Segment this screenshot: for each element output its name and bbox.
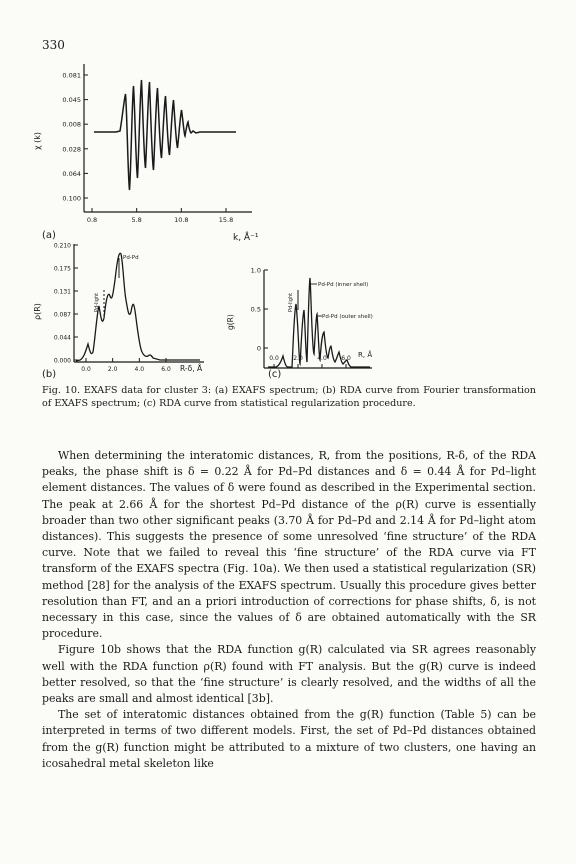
figure-10 — [0, 0, 576, 384]
panel-a-y-tick-label: 0.100 — [62, 194, 81, 203]
panel-b-x-tick-label: 0.0 — [81, 366, 91, 373]
paragraph-3: The set of interatomic distances obtained from the g(R) function (Table 5) can be interpreted in terms of two different models. First, the set of Pd–Pd distances obtained from the g(R) function might be attributed to a mixture of two clusters, one having an icosahedral metal skeleton like — [42, 708, 536, 770]
panel-b-y-tick-label: 0.175 — [53, 265, 71, 273]
panel-a-exafs-curve — [94, 80, 236, 190]
panel-a-y-tick-label: 0.081 — [62, 71, 81, 80]
panel-b-y-tick-label: 0.000 — [53, 357, 71, 365]
panel-b-x-tick-label: 2.0 — [107, 366, 118, 373]
panel-a-y-axis-label: χ (k) — [33, 131, 42, 150]
panel-b-x-tick-label: 4.0 — [134, 366, 145, 373]
panel-b-annotation-pd-light: Pd-light — [94, 292, 100, 312]
panel-c-label: (c) — [268, 369, 282, 380]
panel-c-y-axis-label: g(R) — [226, 314, 235, 330]
paragraph-2: Figure 10b shows that the RDA function g(R) calculated via SR agrees reasonably well with the RDA function ρ(R) found with FT analysis. But the g(R) curve is indeed better resolved, so that the ‘fine structure’ is clearly resolved, and the widths of all the peaks are small and almost identical [3b]. — [42, 643, 536, 706]
panel-b-y-tick-label: 0.131 — [53, 288, 71, 296]
panel-c-annotation-outer: Pd-Pd (outer shell) — [322, 314, 373, 320]
figure-caption: Fig. 10. EXAFS data for cluster 3: (a) EXAFS spectrum; (b) RDA curve from Fourier transformation of EXAFS spectrum; (c) RDA curve from statistical regularization procedure. — [42, 385, 536, 410]
panel-c-y-tick-label: 0.5 — [250, 305, 261, 314]
panel-b-x-tick-label: 6.0 — [161, 366, 171, 373]
panel-a-y-tick-label: 0.028 — [62, 145, 81, 154]
panel-c-x-tick-label: 6.0 — [341, 355, 351, 362]
panel-b-y-tick-label: 0.087 — [53, 311, 71, 319]
panel-a-x-tick-label: 15.8 — [218, 216, 234, 224]
panel-c-x-tick-label: 4.0 — [317, 355, 327, 362]
panel-a-label: (a) — [42, 230, 56, 241]
panel-c — [226, 267, 373, 381]
panel-a-y-tick-label: 0.008 — [62, 120, 81, 129]
panel-b-y-tick-label: 0.210 — [53, 242, 71, 250]
panel-a-x-axis-label: k, Å⁻¹ — [233, 233, 259, 243]
panel-c-y-tick-label: 0 — [256, 344, 261, 353]
panel-b-label: (b) — [42, 369, 57, 380]
panel-b-y-axis-label: ρ(R) — [33, 303, 42, 320]
paragraph-1: When determining the interatomic distances, R, from the positions, R-δ, of the RDA peaks, the phase shift is δ = 0.22 Å for Pd–Pd distances and δ = 0.44 Å for Pd–light element distances. The values of δ were found as described in the Experimental section. The peak at 2.66 Å for the shortest Pd–Pd distance of the ρ(R) curve is essentially broader than two other significant peaks (3.70 Å for Pd–Pd and 2.14 Å for Pd–light atom distances). This suggests the presence of some unresolved ‘fine structure’ of the RDA curve. Note that we failed to reveal this ‘fine structure’ of the RDA curve via FT transform of the EXAFS spectra (Fig. 10a). We then used a statistical regularization (SR) method [28] for the analysis of the EXAFS spectrum. Usually this procedure gives better resolution than FT, and an a priori introduction of corrections for phase shifts, δ, is not necessary in this case, since the values of δ are obtained automatically with the SR procedure. — [42, 449, 536, 641]
panel-a-x-tick-label: 0.8 — [86, 216, 98, 224]
panel-c-y-tick-label: 1.0 — [250, 266, 261, 275]
panel-c-annotation-inner: Pd-Pd (inner shell) — [318, 282, 369, 288]
panel-c-x-tick-label: 2.0 — [293, 355, 303, 362]
panel-b-y-tick-label: 0.044 — [53, 334, 71, 342]
panel-b — [33, 243, 204, 381]
panel-c-annotation-pd-light: Pd-light — [288, 292, 294, 312]
panel-b-x-axis-label: R-δ, Å — [180, 364, 203, 373]
panel-b-annotation-pd-pd: Pd-Pd — [123, 255, 139, 261]
panel-a-x-tick-label: 10.8 — [174, 216, 189, 224]
panel-c-rda-curve — [268, 278, 373, 367]
panel-c-x-tick-label: 0.0 — [269, 355, 279, 362]
panel-a — [33, 64, 259, 243]
page-number: 330 — [42, 38, 65, 52]
panel-a-y-tick-label: 0.045 — [62, 96, 81, 105]
panel-a-x-tick-label: 5.8 — [131, 216, 142, 224]
body-text — [42, 448, 536, 772]
panel-a-y-tick-label: 0.064 — [62, 169, 81, 178]
panel-c-x-axis-label: R, Å — [358, 351, 373, 359]
